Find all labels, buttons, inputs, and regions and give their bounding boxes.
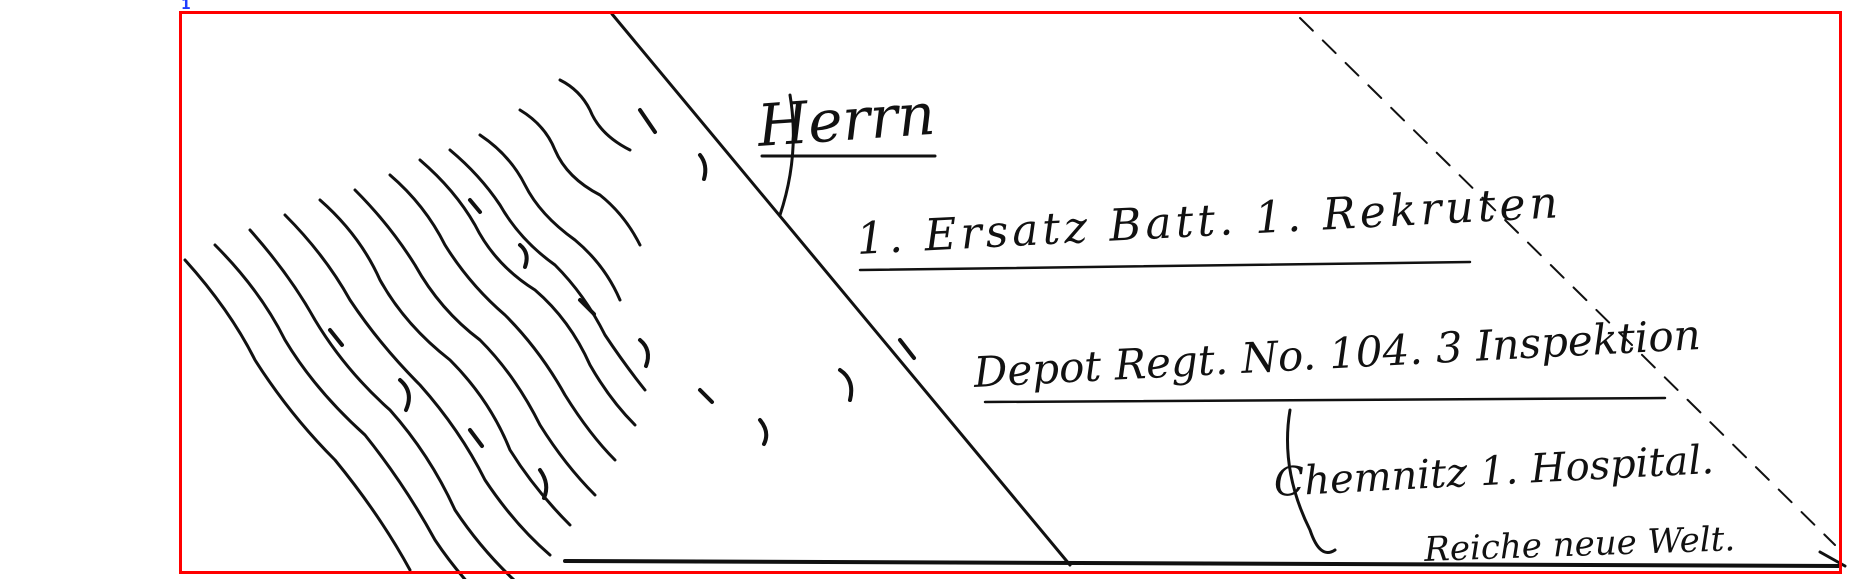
region-annotation-label: 1 [181,0,191,13]
address-line-2: Depot Regt. No. 104. 3 Inspektion [972,309,1702,397]
address-title: Herrn [755,79,938,160]
address-line-1: 1. Ersatz Batt. 1. Rekruten [855,177,1563,265]
address-line-3: Chemnitz 1. Hospital. [1272,437,1715,506]
region-annotation-box [179,11,1842,574]
address-line-4: Reiche neue Welt. [1423,519,1736,570]
